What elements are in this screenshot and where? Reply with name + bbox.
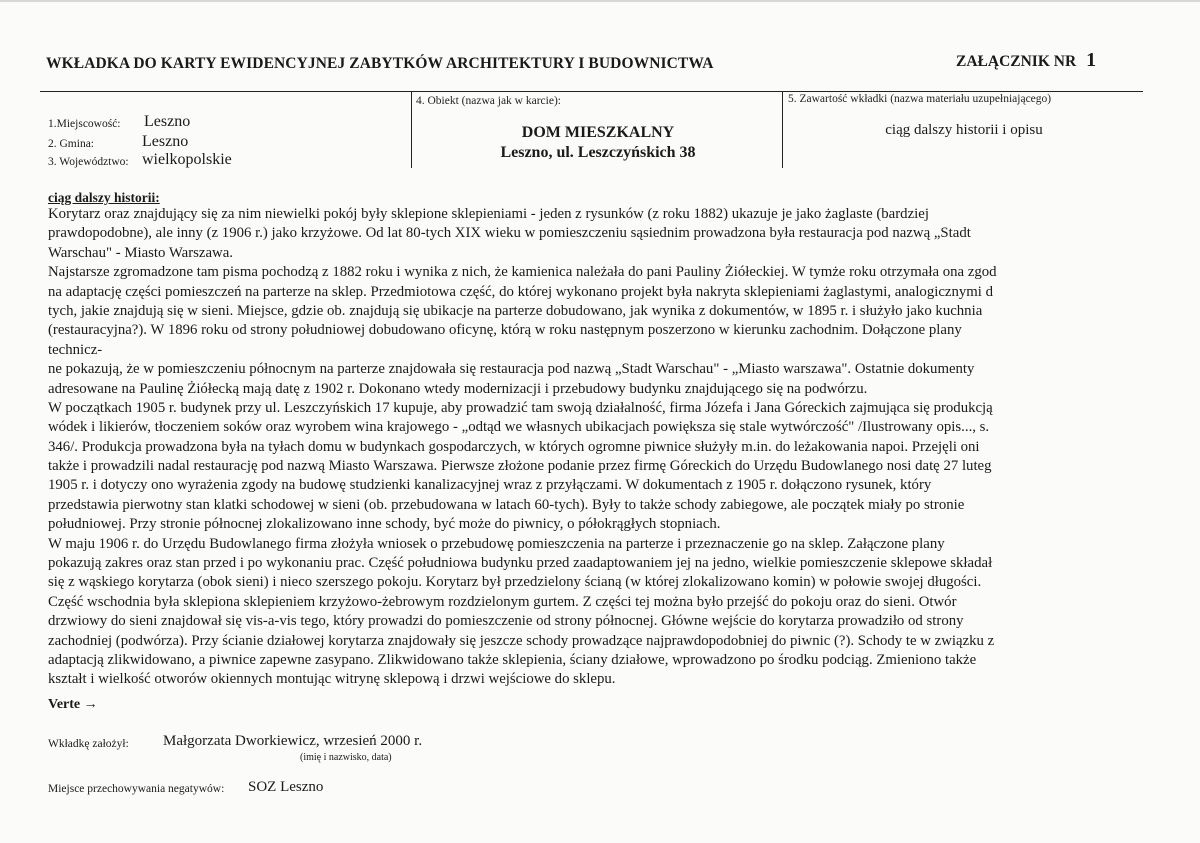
- text-line: przedstawia pierwotny stan klatki schodowej w sieni (ob. przebudowana w latach 60-tych). Były to także schody zabiegowe, ale początek miały po stronie: [48, 496, 965, 513]
- text-line: południowej. Przy stronie północnej zlokalizowano inne schody, być może do piwnicy, o półokrągłych stopniach.: [48, 516, 721, 533]
- text-line: 1905 r. i dotyczy ono wyrażenia zgody na budowę studzienki kanalizacyjnej wraz z przyłączami. W dokumentach z 1905 r. dołączono rysunek, który: [48, 477, 932, 494]
- miejscowosc-value: Leszno: [144, 113, 191, 130]
- negatives-value: SOZ Leszno: [248, 779, 324, 795]
- text-line: także i prowadzili nadal restaurację pod nazwą Miasto Warszawa. Pierwsze złożone podanie przez firmę Góreckich do Urzędu Budowlanego nosi datę 27 luteg: [48, 458, 992, 475]
- miejscowosc-label: 1.Miejscowość:: [48, 118, 121, 130]
- gmina-value: Leszno: [142, 133, 189, 150]
- text-line: kształt i wielkość otworów okiennych montując witrynę sklepową i drzwi wejściowe do sklepu.: [48, 671, 616, 688]
- text-line: Najstarsze zgromadzone tam pisma pochodzą z 1882 roku i wynika z nich, że kamienica należała do pani Pauliny Żiółeckiej. W tymże roku otrzymała ona zgod: [48, 264, 997, 281]
- text-line: W maju 1906 r. do Urzędu Budowlanego firma złożyła wniosek o przebudowę pomieszczenia na parterze i przeznaczenie go na sklep. Załączone plany: [48, 535, 945, 552]
- text-line: prawdopodobne), ale inny (z 1906 r.) jako krzyżowe. Od lat 80-tych XIX wieku w pomieszczeniu sąsiednim prowadzona była restauracja pod nazwą „Stadt: [48, 225, 971, 242]
- section-heading: ciąg dalszy historii:: [48, 190, 160, 205]
- author-value: Małgorzata Dworkiewicz, wrzesień 2000 r.: [163, 733, 423, 749]
- text-line: adresowane na Paulinę Żiółecką mają datę z 1902 r. Dokonano wtedy modernizacji i przebudowy budynku znajdującego się na podwórzu.: [48, 380, 868, 397]
- gmina-label: 2. Gmina:: [48, 138, 94, 150]
- text-line: tych, jakie znajdują się w sieni. Miejsce, gdzie ob. znajdują się ubikacje na parterze dobudowano, jak wynika z dokumentów, w 1895 r. i służyło jako kuchnia: [48, 302, 983, 319]
- object-label: 4. Obiekt (nazwa jak w karcie):: [416, 95, 561, 107]
- text-line: ne pokazują, że w pomieszczeniu północnym na parterze znajdowała się restauracja pod nazwą „Stadt Warschau" - „Miasto warszawa". Ostatnie dokumenty: [48, 361, 975, 378]
- text-line: na adaptację części pomieszczeń na parterze na sklep. Przedmiotowa część, do której wykonano projekt była nakryta sklepieniami żaglastymi, analogicznymi d: [48, 283, 993, 300]
- text-line: Korytarz oraz znajdujący się za nim niewielki pokój były sklepione sklepieniami - jeden z rysunków (z roku 1882) ukazuje je jako żaglaste (bardziej: [48, 206, 929, 222]
- author-note: (imię i nazwisko, data): [300, 752, 392, 763]
- text-line: zachodniej (podwórza). Przy ścianie działowej korytarza znajdowały się jeszcze schody prowadzące najprawdopodobniej do piwnic (?). Schody te w związku z: [48, 632, 995, 649]
- text-line: Część wschodnia była sklepiona sklepieniem krzyżowo-żebrowym rozdzielonym gurtem. Z części tej można było przejść do pokoju oraz do sieni. Otwór: [48, 593, 957, 610]
- annex-text: ZAŁĄCZNIK NR: [956, 53, 1077, 70]
- gmina-row: [48, 133, 189, 150]
- text-line: Warschau" - Miasto Warszawa.: [48, 244, 233, 261]
- text-line: wódek i likierów, tłoczeniem soków oraz wyrobem wina krajowego - „odtąd we własnych ubikacjach powiększa się stale wytwórczość" /Ilustrowany opis..., s.: [48, 419, 990, 436]
- object-name: DOM MIESZKALNY: [521, 124, 675, 141]
- text-line: W początkach 1905 r. budynek przy ul. Leszczyńskich 17 kupuje, aby prowadzić tam swoją działalność, firma Józefa i Jana Góreckich zajmująca się produkcją: [48, 399, 993, 416]
- text-line: pokazują zakres oraz stan przed i po wykonaniu prac. Część południowa budynku przed zaadaptowaniem jej na jedno, wielkie pomieszczenie sklepowe składał: [48, 555, 993, 572]
- negatives-label: Miejsce przechowywania negatywów:: [48, 783, 225, 795]
- text-line: (restauracyjna?). W 1896 roku od strony południowej dobudowano oficynę, którą w roku następnym poszerzono w kierunku zachodnim. Dołączone plany: [48, 322, 962, 339]
- annex-label: [956, 49, 1096, 72]
- wojewodztwo-row: [48, 151, 232, 168]
- text-line: adaptacją zlikwidowano, a piwnice zapewne zasypano. Zlikwidowano także sklepienia, ściany działowe, wprowadzono po środku podciąg. Zmieniono także: [48, 651, 977, 668]
- content-value: ciąg dalszy historii i opisu: [885, 122, 1043, 138]
- history-text: [48, 205, 1200, 690]
- content-label: 5. Zawartość wkładki (nazwa materiału uzupełniającego): [788, 93, 1052, 105]
- scan-edge: [0, 0, 1200, 2]
- annex-number: 1: [1086, 49, 1097, 71]
- text-line: technicz-: [48, 341, 103, 358]
- verte-label: Verte →: [48, 697, 98, 712]
- document-title: WKŁADKA DO KARTY EWIDENCYJNEJ ZABYTKÓW ARCHITEKTURY I BUDOWNICTWA: [46, 55, 714, 72]
- wojewodztwo-value: wielkopolskie: [142, 151, 232, 168]
- miejscowosc-row: [48, 113, 191, 130]
- text-line: 346/. Produkcja prowadzona była na tyłach domu w budynkach gospodarczych, w których ogromne piwnice służyły m.in. do leżakowania napoi. Przejęli oni: [48, 438, 980, 455]
- text-line: się z wąskiego korytarza (obok sieni) i nieco szerszego pokoju. Korytarz był przedzielony ścianą (w której zlokalizowano komin) w połowie swojej długości.: [48, 574, 982, 591]
- author-label: Wkładkę założył:: [48, 738, 129, 750]
- text-line: drzwiowy do sieni znajdował się vis-a-vis tego, który prowadzi do pomieszczenie od strony północnej. Główne wejście do korytarza prowadziło od strony: [48, 613, 964, 630]
- wojewodztwo-label: 3. Województwo:: [48, 156, 129, 168]
- object-address: Leszno, ul. Leszczyńskich 38: [500, 144, 696, 161]
